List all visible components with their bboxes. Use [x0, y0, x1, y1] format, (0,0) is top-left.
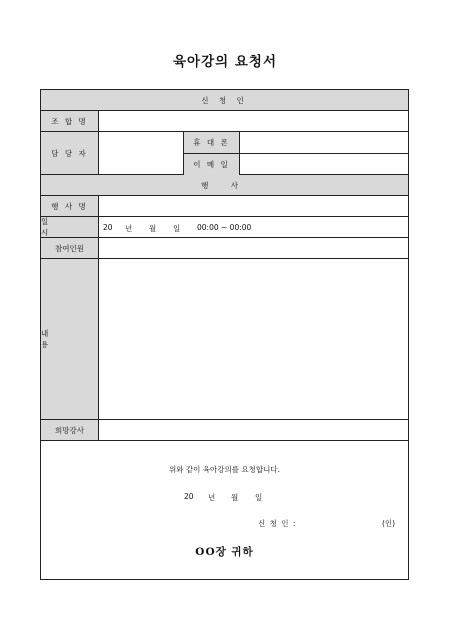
- datetime-time-range: 00:00 ~ 00:00: [197, 223, 252, 232]
- content-row: [41, 259, 408, 420]
- datetime-year-prefix: 20: [103, 223, 113, 232]
- manager-row: [41, 132, 408, 175]
- attendees-field[interactable]: [99, 238, 408, 258]
- content-label: 내 용: [41, 259, 99, 419]
- union-name-row: [41, 111, 408, 132]
- closing-day-label: 일: [255, 493, 263, 502]
- union-name-label: 조 합 명: [41, 111, 99, 131]
- addressee: OO장 귀하: [195, 546, 254, 558]
- document-title: 육아강의 요청서: [173, 54, 277, 70]
- datetime-label: 일 시: [41, 217, 99, 237]
- event-name-field[interactable]: [99, 196, 408, 216]
- manager-label: 담 당 자: [41, 132, 99, 174]
- attendees-row: [41, 238, 408, 259]
- datetime-row: [41, 217, 408, 238]
- phone-label: 휴 대 폰: [184, 132, 240, 153]
- speaker-row: [41, 420, 408, 441]
- datetime-day-label: 일: [173, 224, 181, 233]
- applicant-section-header: [41, 90, 408, 111]
- attendees-label: 참여인원: [41, 238, 99, 258]
- speaker-label: 희망강사: [41, 420, 99, 440]
- datetime-year-label: 년: [125, 224, 133, 233]
- closing-year-prefix: 20: [184, 492, 194, 501]
- seal-label: (인): [382, 519, 396, 528]
- event-name-row: [41, 196, 408, 217]
- event-section-title: 행 사: [201, 180, 248, 190]
- phone-field[interactable]: [240, 132, 408, 153]
- union-name-field[interactable]: [99, 111, 408, 131]
- closing-year-label: 년: [208, 493, 216, 502]
- request-statement: 위와 같이 육아강의를 요청합니다.: [169, 465, 280, 474]
- email-field[interactable]: [240, 154, 408, 175]
- event-name-label: 행 사 명: [41, 196, 99, 216]
- content-field[interactable]: [99, 259, 408, 419]
- datetime-field[interactable]: [99, 217, 408, 237]
- email-label: 이 메 일: [184, 154, 240, 175]
- speaker-field[interactable]: [99, 420, 408, 440]
- event-section-header: [41, 175, 408, 196]
- datetime-month-label: 월: [149, 224, 157, 233]
- applicant-signature-label: 신 청 인 :: [258, 519, 297, 528]
- closing-month-label: 월: [231, 493, 239, 502]
- applicant-section-title: 신 청 인: [201, 95, 248, 105]
- request-form: [40, 89, 409, 580]
- manager-field[interactable]: [99, 132, 184, 174]
